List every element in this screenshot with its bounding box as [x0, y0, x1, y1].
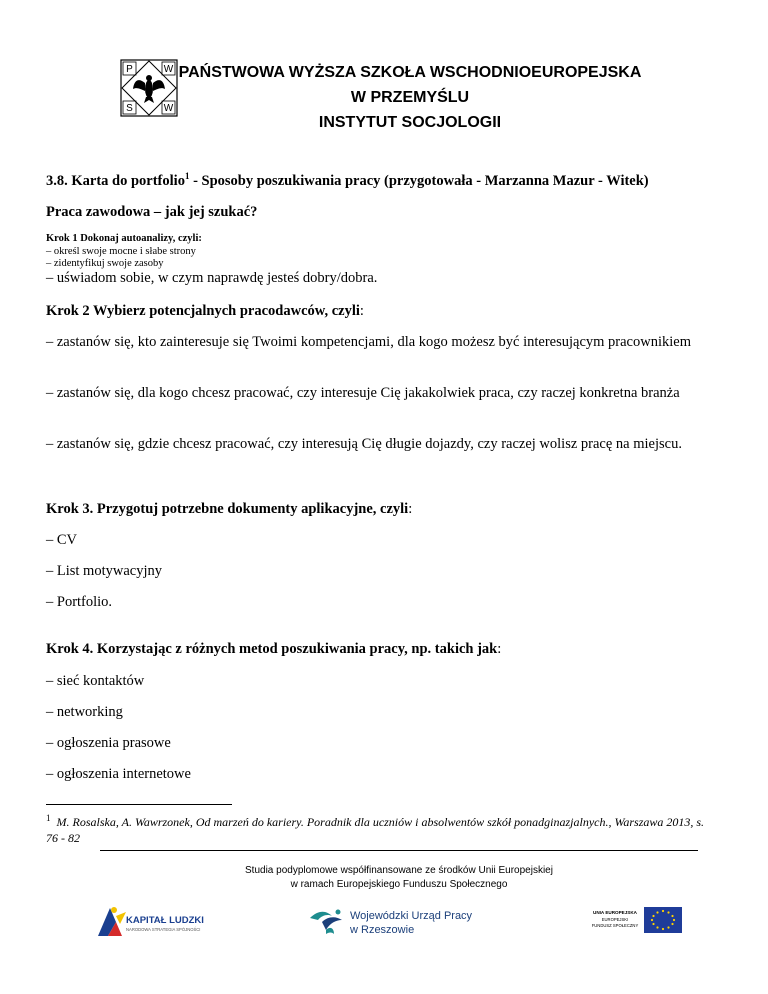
svg-text:P: P	[126, 64, 133, 75]
step2-item: – zastanów się, gdzie chcesz pracować, czy interesują Cię długie dojazdy, czy raczej wolisz pracę na miejscu.	[46, 436, 682, 452]
svg-text:w Rzeszowie: w Rzeszowie	[350, 924, 415, 936]
step2-heading: Krok 2 Wybierz potencjalnych pracodawców, czyli:	[46, 303, 364, 319]
footnote-mark: 1	[46, 813, 51, 823]
step4-heading: Krok 4. Korzystając z różnych metod poszukiwania pracy, np. takich jak:	[46, 641, 502, 657]
step4-item: – sieć kontaktów	[46, 673, 145, 689]
kapital-ludzki-logo	[96, 904, 236, 938]
institution-city: W PRZEMYŚLU	[350, 89, 470, 106]
step1-item: – uświadom sobie, w czym naprawdę jesteś dobry/dobra.	[46, 270, 378, 286]
svg-text:KAPITAŁ LUDZKI: KAPITAŁ LUDZKI	[126, 915, 204, 926]
footer-separator	[100, 850, 698, 851]
step3-item: – List motywacyjny	[46, 563, 162, 579]
svg-text:S: S	[126, 103, 133, 114]
kapital-ludzki-icon	[98, 907, 126, 936]
institute-name: INSTYTUT SOCJOLOGII	[318, 114, 502, 131]
footer-funding-line: Studia podyplomowe współfinansowane ze środków Unii Europejskiej	[245, 865, 553, 876]
institution-name: PAŃSTWOWA WYŻSZA SZKOŁA WSCHODNIOEUROPEJSKA	[178, 64, 642, 81]
svg-text:Wojewódzki Urząd Pracy: Wojewódzki Urząd Pracy	[350, 910, 473, 922]
wup-bird-icon	[310, 910, 342, 935]
footer-funding-line: w ramach Europejskiego Funduszu Społecznego	[290, 879, 508, 890]
svg-text:UNIA EUROPEJSKA: UNIA EUROPEJSKA	[593, 910, 637, 915]
step4-item: – ogłoszenia prasowe	[46, 735, 171, 751]
step1-item: – określ swoje mocne i słabe strony	[46, 245, 196, 257]
svg-text:W: W	[163, 103, 174, 114]
step4-item: – networking	[46, 704, 123, 720]
document-title: 3.8. Karta do portfolio$^1$ - Sposoby poszukiwania pracy (przygotowała - Marzanna Mazur - Witek)	[46, 171, 649, 189]
svg-text:EUROPEJSKI: EUROPEJSKI	[601, 917, 629, 922]
wup-rzeszow-logo	[308, 902, 488, 942]
svg-text:NARODOWA STRATEGIA SPÓJNOŚCI: NARODOWA STRATEGIA SPÓJNOŚCI	[126, 927, 201, 932]
step1-heading: Krok 1 Dokonaj autoanalizy, czyli:	[46, 233, 202, 244]
footnote-separator	[46, 804, 232, 805]
eu-efs-logo	[585, 906, 685, 936]
step3-heading: Krok 3. Przygotuj potrzebne dokumenty aplikacyjne, czyli:	[46, 501, 413, 517]
svg-text:FUNDUSZ SPOŁECZNY: FUNDUSZ SPOŁECZNY	[591, 923, 639, 928]
footnote: $^1$ M. Rosalska, A. Wawrzonek, Od marzeń do kariery. Poradnik dla uczniów i absolwentów szkół ponadginazjalnych., Warszawa 2013, s. 76 - 82	[46, 813, 705, 845]
step1-item: – zidentyfikuj swoje zasoby	[46, 258, 164, 269]
document-subtitle: Praca zawodowa – jak jej szukać?	[46, 204, 258, 220]
svg-text:W: W	[163, 64, 174, 75]
eu-flag-icon	[644, 907, 682, 933]
step1-block	[46, 233, 728, 271]
step4-item: – ogłoszenia internetowe	[46, 766, 191, 782]
step3-item: – Portfolio.	[46, 594, 113, 610]
step2-item: – zastanów się, dla kogo chcesz pracować, czy interesuje Cię jakakolwiek praca, czy raczej konkretna branża	[46, 385, 680, 401]
step2-item: – zastanów się, kto zainteresuje się Twoimi kompetencjami, dla kogo możesz być interesującym pracownikiem	[46, 334, 691, 350]
step3-item: – CV	[46, 532, 78, 548]
footnote-reference: 1	[184, 171, 190, 181]
